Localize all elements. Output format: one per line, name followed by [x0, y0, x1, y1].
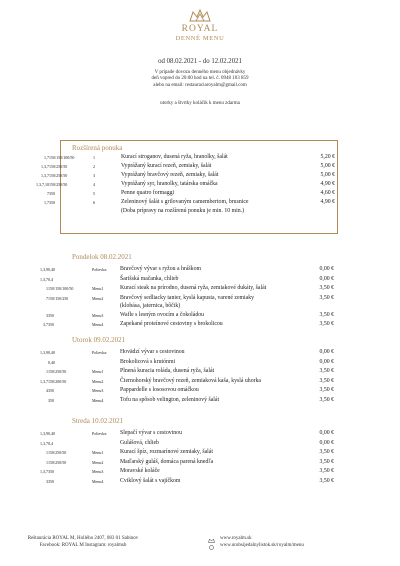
dish-price: 0,00 €	[319, 266, 334, 272]
dish-price: 3,50 €	[319, 449, 334, 455]
menu-subtitle: DENNÉ MENU	[175, 35, 225, 42]
order-info-line: alebo na email: restauraciaroyalm@gmail.com	[153, 82, 247, 88]
allergens: 3	[46, 312, 48, 318]
menu-label: 5	[93, 191, 95, 196]
portion-weight: 350	[48, 322, 54, 327]
menu-item-row	[0, 312, 400, 321]
preparation-note: (Doba prípravy na rozšírenú ponuku je min. 10 min.)	[121, 208, 244, 214]
allergens: 1	[46, 286, 48, 291]
portion-weight: 350	[48, 397, 54, 403]
web-icon	[208, 545, 215, 550]
menu-item-row	[0, 368, 400, 377]
portion-weight: 150/150/100/50	[48, 286, 74, 291]
portion-weight: 150/250/50	[49, 173, 68, 178]
dish-name: Vyprážaný kurací rezeň, zemiaky, šalát	[121, 163, 212, 169]
dish-name: Hovädzí vývar s cestovinou	[120, 349, 185, 355]
allergens: 1,3,9	[40, 431, 48, 436]
footer-links	[220, 536, 304, 549]
dish-name: Kurací stroganov, dusená ryža, hranolky, šalát	[121, 154, 228, 160]
menu-item-row	[0, 359, 400, 368]
dish-name: Čiernohorský bravčový rezeň, zemiaková kaša, kyslá uhorka	[120, 377, 262, 384]
menu-item-row	[0, 430, 400, 439]
portion-weight: 150/150/100/50	[49, 155, 75, 160]
extended-offer-title: Rozšírená ponuka	[72, 144, 123, 152]
menu-label: 1	[93, 155, 95, 160]
allergens: 3	[46, 478, 48, 484]
dish-price: 3,50 €	[319, 468, 334, 474]
dessert-note: utorky a štvrtky koláčik k menu zdarma	[160, 101, 240, 106]
portion-weight: 350	[49, 200, 55, 205]
footer-contact	[8, 536, 158, 549]
menu-label: Menu1	[92, 369, 104, 374]
menu-item-row	[0, 295, 400, 304]
dish-name: Vyprážaný syr, hranolky, tatárska omáčka	[121, 181, 218, 187]
dish-price: 0,00 €	[319, 430, 334, 436]
menu-item-row	[0, 478, 400, 487]
dish-price: 5,20 €	[320, 154, 335, 160]
menu-item-row	[0, 387, 400, 396]
portion-weight: 350	[48, 388, 54, 393]
menu-label: Menu1	[92, 450, 104, 455]
crown-small-icon	[208, 538, 215, 543]
menu-item-row	[0, 459, 400, 468]
menu-item-row	[0, 266, 400, 275]
dish-name: Slepačí vývar s cestovinou	[120, 430, 182, 436]
menu-item-row	[1, 181, 400, 190]
menu-label: Polievka:	[92, 350, 108, 355]
menu-label: Menu4	[92, 478, 104, 484]
dish-price: 4,60 €	[320, 190, 335, 196]
dish-price: 3,50 €	[319, 377, 334, 384]
crown-logo-icon	[188, 9, 212, 23]
portion-weight: 350	[48, 312, 54, 318]
menu-item-row	[1, 154, 400, 163]
dish-name: Bravčový sedliacky tanier, kyslá kapusta, varené zemiaky	[120, 294, 255, 301]
brand-name: ROYAL	[181, 24, 219, 34]
dish-name: Pappardelle s lososovou omáčkou	[120, 387, 199, 393]
portion-weight: 350	[48, 469, 54, 474]
menu-label: 6	[93, 200, 95, 205]
day-title: Pondelok 08.02.2021	[72, 253, 132, 261]
dish-name: Gulášová, chlieb	[120, 439, 159, 446]
allergens: 1,3,7	[40, 440, 48, 446]
menu-label: Menu1	[92, 286, 104, 291]
allergens: 1,3,7	[40, 276, 48, 282]
dish-price: 3,50 €	[319, 321, 334, 327]
day-title: Utorok 09.02.2021	[72, 336, 126, 344]
portion-weight: 350	[48, 478, 54, 484]
dish-name: Penne quatro formaggi	[121, 190, 175, 196]
dish-price: 3,50 €	[319, 477, 334, 484]
dish-name: Moravské koláče	[120, 468, 160, 474]
menu-label: 3	[93, 173, 95, 178]
allergens: 1,3,7	[41, 173, 49, 178]
dish-price: 3,50 €	[319, 396, 334, 403]
menu-item-row	[0, 285, 400, 294]
menu-item-row	[0, 397, 400, 406]
menu-item-row	[0, 468, 400, 477]
portion-weight: 350	[49, 191, 55, 196]
dish-name: Cviklový šalát s vajíčkom	[120, 477, 181, 484]
menu-label: 4	[93, 182, 95, 187]
portion-weight: 150/250/50	[48, 369, 67, 374]
menu-label: Polievka:	[92, 267, 108, 272]
dish-price: 4,90 €	[320, 181, 335, 187]
allergens: 1,7	[44, 200, 49, 205]
order-info-line: deň vopred do 20:00 hod na tel. č. 0948 103 859	[151, 76, 249, 82]
dish-price: 0,00 €	[319, 349, 334, 355]
menu-label: Menu3	[92, 388, 104, 393]
menu-item-row	[0, 321, 400, 330]
menu-item-row	[0, 276, 400, 285]
day-title: Streda 10.02.2021	[72, 417, 124, 425]
extended-offer-box	[36, 140, 338, 234]
menu-item-row	[0, 440, 400, 449]
dish-name: Zeleninový šalát s grilovaným camembertom, brusnice	[121, 199, 249, 205]
menu-label: Menu4	[92, 397, 104, 403]
dish-name: Maďarský guláš, domáca parená knedľa	[120, 458, 214, 465]
dish-name-detail: (klobása, jaternica, bôčik)	[120, 302, 181, 309]
dish-name: Wafle s lesným ovocím a čokoládou	[120, 311, 205, 318]
dish-price: 0,00 €	[319, 439, 334, 446]
dish-price: 5,00 €	[320, 163, 335, 169]
portion-weight: 150/150/250	[48, 295, 69, 301]
menu-item-row	[1, 172, 400, 181]
dish-price: 3,50 €	[319, 285, 334, 291]
portion-weight: 150/250/50	[48, 450, 67, 455]
menu-label: Menu3	[92, 469, 104, 474]
dish-price: 3,50 €	[319, 368, 334, 374]
menu-item-row	[0, 349, 400, 358]
menu-label: Menu3	[92, 312, 104, 318]
portion-weight: 0,40	[48, 267, 55, 272]
order-info	[0, 70, 400, 89]
menu-item-row	[1, 199, 400, 208]
footer-social: Facebook: ROYAL M Instagram: royalmsb	[39, 542, 127, 548]
dish-name: Kurací steak na prírodno, dusená ryža, zemiakové dukáty, šalát	[120, 285, 267, 291]
dish-name: Kurací špíz, rozmarínové zemiaky, šalát	[120, 449, 213, 455]
menu-label: Menu2	[92, 295, 104, 301]
portion-weight: 150/250/50	[49, 164, 68, 169]
allergens: 1,3,7,10	[36, 182, 49, 187]
dish-price: 3,50 €	[319, 458, 334, 465]
allergens: 1,7	[44, 155, 49, 160]
allergens: 1,3,7	[40, 378, 48, 384]
menu-item-row	[0, 449, 400, 458]
dish-price: 0,00 €	[319, 358, 334, 365]
dish-price: 5,00 €	[320, 172, 335, 178]
portion-weight: 150/250/50	[48, 459, 67, 465]
dish-name: Tofu na spôsob velington, zeleninový šalát	[120, 396, 220, 403]
menu-item-row	[0, 378, 400, 387]
menu-label: Menu2	[92, 459, 104, 465]
dish-name: Brokolicová s krutónmi	[120, 358, 176, 365]
dish-price: 3,50 €	[319, 311, 334, 318]
dish-name: Bravčový vývar s ryžou a hráškom	[120, 266, 201, 272]
portion-weight: 0,40	[48, 359, 55, 365]
allergens: 4	[46, 388, 48, 393]
allergens: 7	[46, 295, 48, 301]
menu-label: Menu4	[92, 322, 104, 327]
dish-name: Plnená kuracia roláda, dusená ryža, šalát	[120, 368, 215, 374]
portion-weight: 150/200/50	[48, 378, 67, 384]
portion-weight: 0,4	[48, 276, 53, 282]
allergens: 1,3,7	[41, 164, 49, 169]
menu-label: Polievka:	[92, 431, 108, 436]
dish-price: 4,90 €	[320, 199, 335, 205]
dish-name: Vyprážaný bravčový rezeň, zemiaky, šalát	[121, 172, 219, 178]
allergens: 1	[46, 450, 48, 455]
footer-website-link[interactable]: www.royalm.sk	[220, 536, 252, 541]
dish-name: Zapekané proteínové cestoviny s brokolicou	[120, 321, 223, 327]
order-info-line: V prípade dovozu denného menu objednávky	[154, 70, 246, 75]
dish-name: Šarišská mačanka, chlieb	[120, 275, 179, 282]
dish-price: 3,50 €	[319, 294, 334, 301]
allergens: 1	[46, 369, 48, 374]
portion-weight: 0,4	[48, 440, 53, 446]
portion-weight: 150/250/50	[49, 182, 68, 187]
menu-item-row	[1, 163, 400, 172]
allergens: 1,3,9	[40, 267, 48, 272]
menu-label: Menu2	[92, 378, 104, 384]
footer-address: Reštaurácia ROYAL M, Hollého 2407, 083 01 Sabinov	[27, 536, 139, 541]
allergens: 1	[46, 459, 48, 465]
menu-dates: od 08.02.2021 - do 12.02.2021	[158, 58, 242, 65]
allergens: 1,3,9	[40, 350, 48, 355]
footer-menu-link[interactable]: www.urobsijedalnylistok.sk/royalm/menu	[220, 542, 304, 548]
allergens: 3,7	[43, 322, 48, 327]
allergens: 1,3,7	[40, 469, 48, 474]
dish-price: 0,00 €	[319, 275, 334, 282]
menu-label: 2	[93, 164, 95, 169]
portion-weight: 0,40	[48, 431, 55, 436]
allergens: 7	[47, 191, 49, 196]
portion-weight: 0,40	[48, 350, 55, 355]
menu-item-row	[1, 190, 400, 199]
dish-price: 3,50 €	[319, 387, 334, 393]
